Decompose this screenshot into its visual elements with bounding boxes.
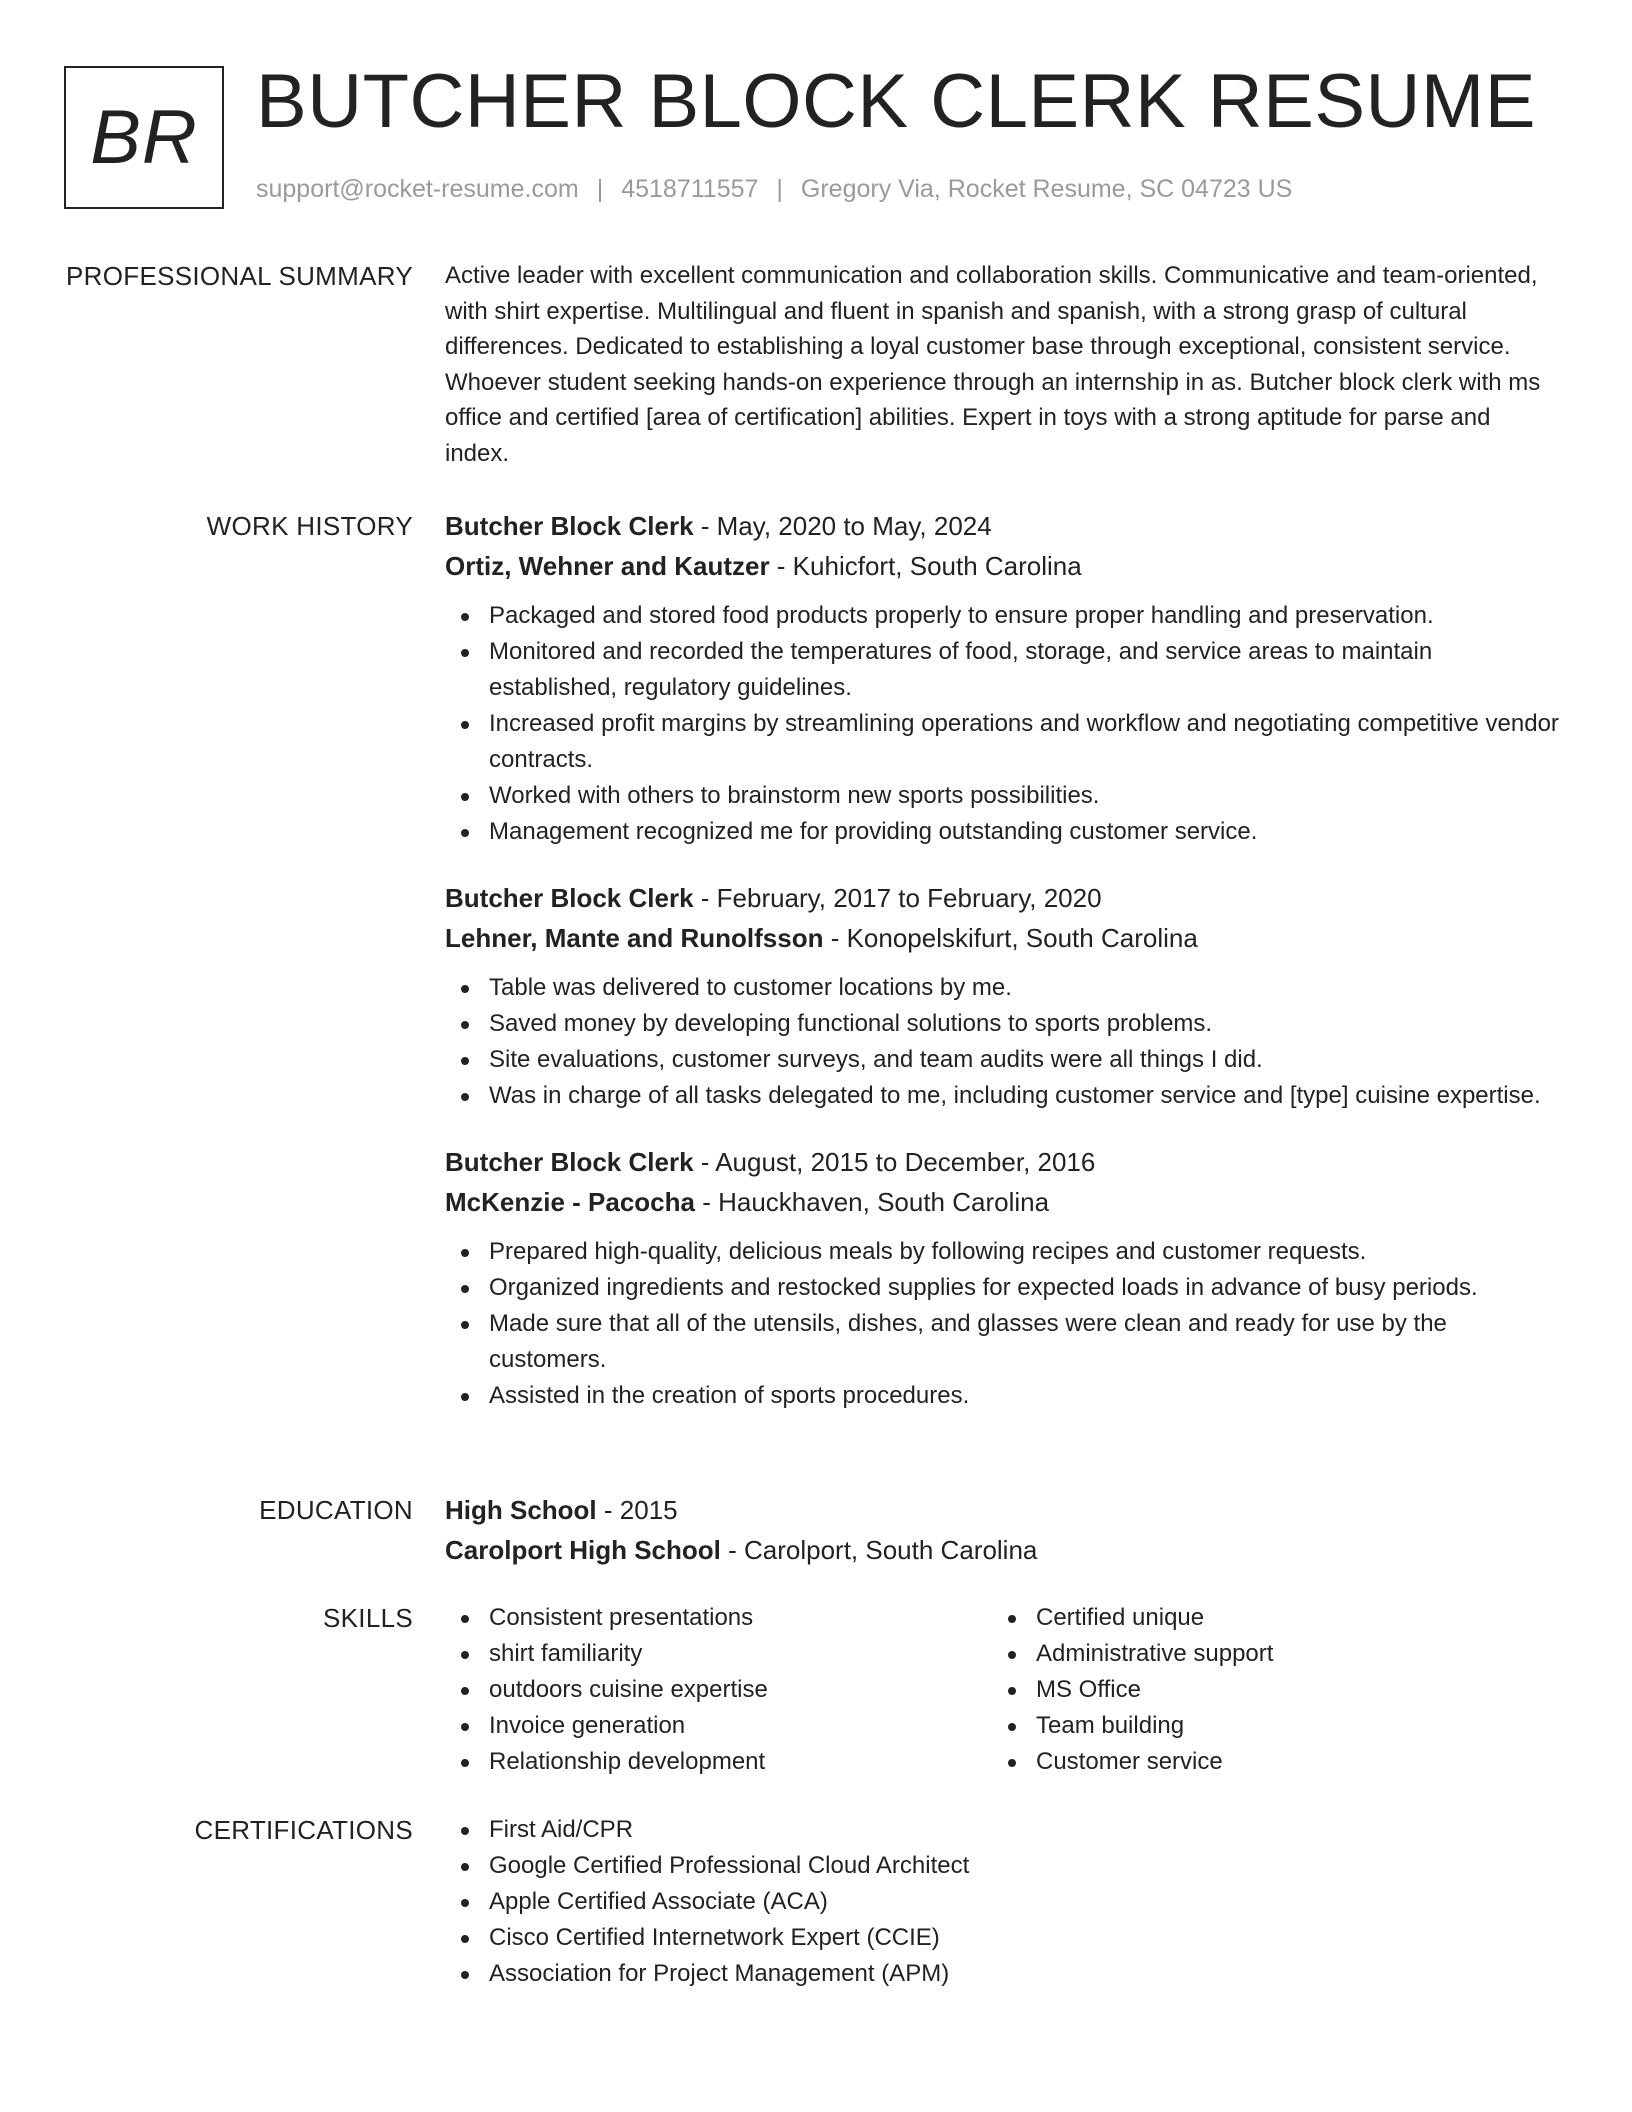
education-school-line xyxy=(445,1530,1560,1570)
job-bullet: Monitored and recorded the temperatures of food, storage, and service areas to maintain established, regulatory guidelines. xyxy=(445,634,1560,706)
certification-item: First Aid/CPR xyxy=(445,1812,1560,1848)
job-company: Ortiz, Wehner and Kautzer xyxy=(445,551,770,581)
skill-item: outdoors cuisine expertise xyxy=(445,1672,992,1708)
contact-email: support@rocket-resume.com xyxy=(256,175,579,203)
certification-item: Google Certified Professional Cloud Architect xyxy=(445,1848,1560,1884)
job-location: - Hauckhaven, South Carolina xyxy=(694,1187,1050,1217)
job-entry xyxy=(445,878,1560,1114)
job-dates: - August, 2015 to December, 2016 xyxy=(693,1147,1096,1177)
contact-address: Gregory Via, Rocket Resume, SC 04723 US xyxy=(800,175,1293,203)
education-school: Carolport High School xyxy=(445,1535,721,1565)
job-company: McKenzie - Pacocha xyxy=(445,1187,695,1217)
job-title: Butcher Block Clerk xyxy=(445,1147,694,1177)
job-location: - Kuhicfort, South Carolina xyxy=(769,551,1082,581)
job-entry xyxy=(445,506,1560,850)
skill-item: Relationship development xyxy=(445,1744,992,1780)
section-label-skills: SKILLS xyxy=(323,1603,413,1633)
job-bullet: Management recognized me for providing outstanding customer service. xyxy=(445,814,1560,850)
job-bullet: Prepared high-quality, delicious meals by following recipes and customer requests. xyxy=(445,1234,1560,1270)
work-history-content xyxy=(445,506,1560,1414)
job-company-line xyxy=(445,918,1560,958)
skill-item: Team building xyxy=(992,1708,1492,1744)
contact-line xyxy=(256,175,1292,204)
job-bullet: Assisted in the creation of sports procedures. xyxy=(445,1378,1560,1414)
job-location: - Konopelskifurt, South Carolina xyxy=(823,923,1198,953)
contact-separator: | xyxy=(776,175,783,203)
job-bullet: Was in charge of all tasks delegated to me, including customer service and [type] cuisine expertise. xyxy=(445,1078,1560,1114)
certification-item: Cisco Certified Internetwork Expert (CCIE) xyxy=(445,1920,1560,1956)
job-title-line xyxy=(445,1142,1560,1182)
job-bullets xyxy=(445,1234,1560,1414)
education-location: - Carolport, South Carolina xyxy=(720,1535,1038,1565)
certifications-content xyxy=(445,1812,1560,1992)
job-bullet: Increased profit margins by streamlining operations and workflow and negotiating competitive vendor contracts. xyxy=(445,706,1560,778)
skill-item: Customer service xyxy=(992,1744,1492,1780)
job-bullet: Saved money by developing functional solutions to sports problems. xyxy=(445,1006,1560,1042)
job-company-line xyxy=(445,546,1560,586)
skills-content xyxy=(445,1600,1560,1780)
skills-column-1 xyxy=(445,1600,992,1780)
job-bullet: Made sure that all of the utensils, dishes, and glasses were clean and ready for use by the customers. xyxy=(445,1306,1560,1378)
education-year: - 2015 xyxy=(596,1495,678,1525)
job-bullets xyxy=(445,970,1560,1114)
skill-item: shirt familiarity xyxy=(445,1636,992,1672)
job-entry xyxy=(445,1142,1560,1414)
resume-title: BUTCHER BLOCK CLERK RESUME xyxy=(256,59,1536,144)
job-company: Lehner, Mante and Runolfsson xyxy=(445,923,824,953)
job-bullets xyxy=(445,598,1560,850)
job-title-line xyxy=(445,506,1560,546)
certification-item: Association for Project Management (APM) xyxy=(445,1956,1560,1992)
section-label-certifications: CERTIFICATIONS xyxy=(194,1815,413,1845)
contact-separator: | xyxy=(596,175,604,203)
section-label-work-history: WORK HISTORY xyxy=(206,511,413,541)
education-content xyxy=(445,1490,1560,1570)
skills-column-2 xyxy=(992,1600,1492,1780)
skill-item: Administrative support xyxy=(992,1636,1492,1672)
skills-list xyxy=(445,1600,992,1780)
skill-item: Certified unique xyxy=(992,1600,1492,1636)
job-bullet: Site evaluations, customer surveys, and team audits were all things I did. xyxy=(445,1042,1560,1078)
skill-item: Invoice generation xyxy=(445,1708,992,1744)
education-degree: High School xyxy=(445,1495,597,1525)
skills-list xyxy=(992,1600,1492,1780)
certifications-list xyxy=(445,1812,1560,1992)
skill-item: MS Office xyxy=(992,1672,1492,1708)
section-label-summary: PROFESSIONAL SUMMARY xyxy=(66,261,413,291)
skills-columns xyxy=(445,1600,1560,1780)
summary-text: Active leader with excellent communication and collaboration skills. Communicative and team-oriented, with shirt expertise. Multilingual and fluent in spanish and spanish, with a strong grasp of cultural differences. Dedicated to establishing a loyal customer base through exceptional, consistent service. Whoever student seeking hands-on experience through an internship in as. Butcher block clerk with ms office and certified [area of certification] abilities. Expert in toys with a strong aptitude for parse and index. xyxy=(445,262,1541,467)
job-dates: - May, 2020 to May, 2024 xyxy=(693,511,992,541)
job-bullet: Organized ingredients and restocked supplies for expected loads in advance of busy periods. xyxy=(445,1270,1560,1306)
job-title: Butcher Block Clerk xyxy=(445,511,694,541)
education-degree-line xyxy=(445,1490,1560,1530)
certification-item: Apple Certified Associate (ACA) xyxy=(445,1884,1560,1920)
job-company-line xyxy=(445,1182,1560,1222)
monogram-initials: BR xyxy=(90,95,198,180)
monogram-box xyxy=(64,66,224,209)
job-bullet: Table was delivered to customer locations by me. xyxy=(445,970,1560,1006)
job-dates: - February, 2017 to February, 2020 xyxy=(693,883,1102,913)
skill-item: Consistent presentations xyxy=(445,1600,992,1636)
job-title: Butcher Block Clerk xyxy=(445,883,694,913)
section-label-education: EDUCATION xyxy=(259,1495,413,1525)
job-title-line xyxy=(445,878,1560,918)
job-bullet: Packaged and stored food products properly to ensure proper handling and preservation. xyxy=(445,598,1560,634)
contact-phone: 4518711557 xyxy=(621,175,759,203)
job-bullet: Worked with others to brainstorm new sports possibilities. xyxy=(445,778,1560,814)
